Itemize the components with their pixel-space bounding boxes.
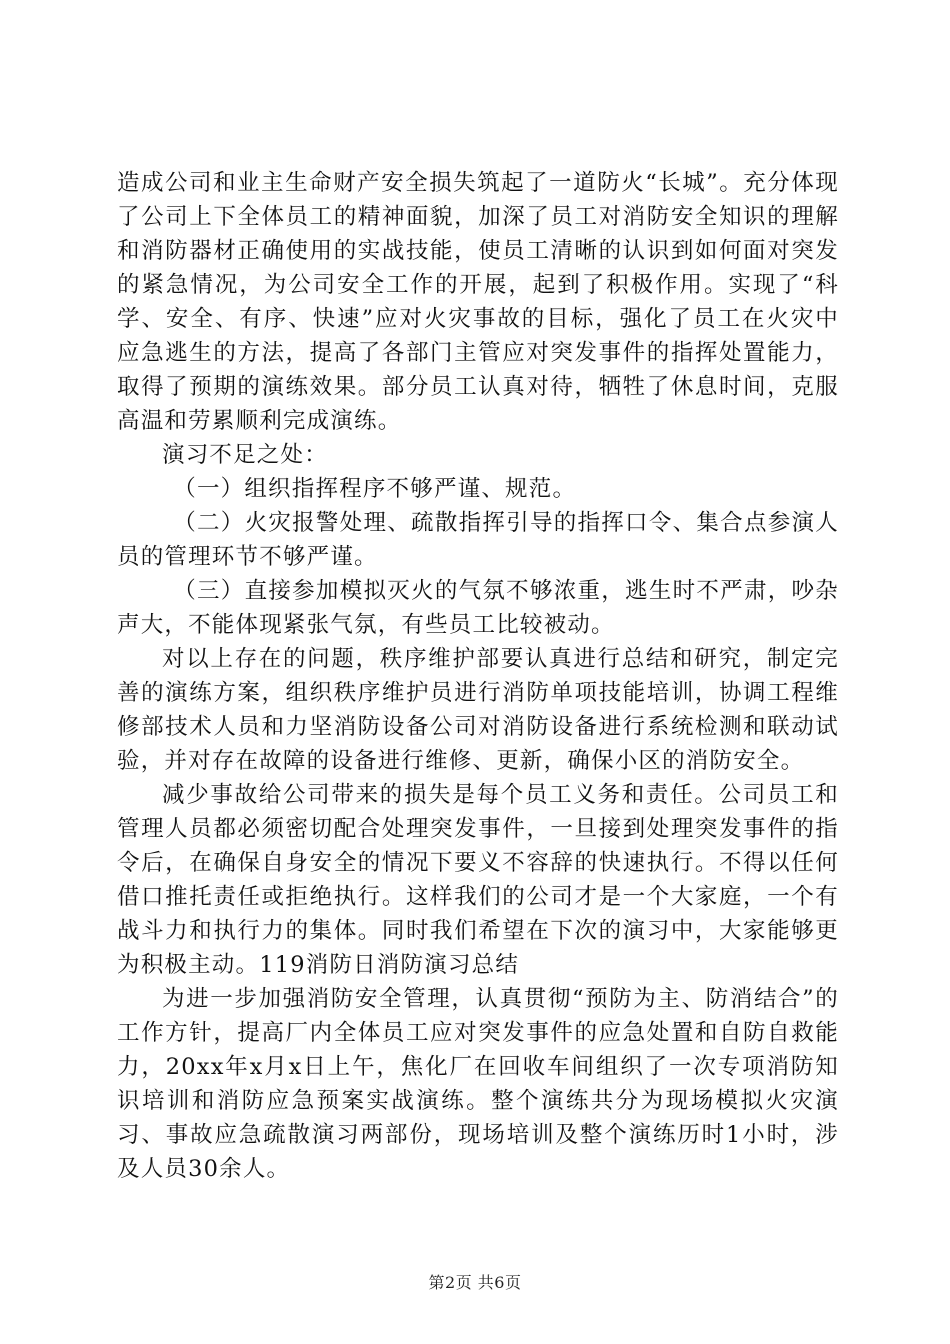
page-footer: 第2页 共6页 [428, 1273, 522, 1292]
document-body [117, 166, 839, 1186]
list-item-1: （一）组织指挥程序不够严谨、规范。 [173, 476, 577, 502]
paragraph-continuation: 造成公司和业主生命财产安全损失筑起了一道防火“长城”。充分体现了公司上下全体员工的精神面貌，加深了员工对消防安全知识的理解和消防器材正确使用的实战技能，使员工清晰的认识到如何面对突发的紧急情况，为公司安全工作的开展，起到了积极作用。实现了“科学、安全、有序、快速”应对火灾事故的目标，强化了员工在火灾中应急逃生的方法，提高了各部门主管应对突发事件的指挥处置能力，取得了预期的演练效果。部分员工认真对待，牺牲了休息时间，克服高温和劳累顺利完成演练。 [117, 170, 839, 434]
list-item-3: （三）直接参加模拟灭火的气氛不够浓重，逃生时不严肃，吵杂声大，不能体现紧张气氛，有些员工比较被动。 [117, 578, 839, 638]
paragraph-responsibility: 减少事故给公司带来的损失是每个员工义务和责任。公司员工和管理人员都必须密切配合处理突发事件，一旦接到处理突发事件的指令后，在确保自身安全的情况下要义不容辞的快速执行。不得以任何借口推托责任或拒绝执行。这样我们的公司才是一个大家庭，一个有战斗力和执行力的集体。同时我们希望在下次的演习中，大家能够更为积极主动。119消防日消防演习总结 [117, 782, 839, 978]
paragraph-drill-summary: 为进一步加强消防安全管理，认真贯彻“预防为主、防消结合”的工作方针，提高厂内全体员工应对突发事件的应急处置和自防自救能力，20xx年x月x日上午，焦化厂在回收车间组织了一次专项消防知识培训和消防应急预案实战演练。整个演练共分为现场模拟火灾演习、事故应急疏散演习两部份，现场培训及整个演练历时1小时，涉及人员30余人。 [117, 986, 839, 1182]
list-item-2: （二）火灾报警处理、疏散指挥引导的指挥口令、集合点参演人员的管理环节不够严谨。 [117, 510, 839, 570]
paragraph-improvements: 对以上存在的问题，秩序维护部要认真进行总结和研究，制定完善的演练方案，组织秩序维护员进行消防单项技能培训，协调工程维修部技术人员和力坚消防设备公司对消防设备进行系统检测和联动试验，并对存在故障的设备进行维修、更新，确保小区的消防安全。 [117, 646, 839, 774]
paragraph-shortcomings-heading: 演习不足之处： [162, 442, 328, 468]
